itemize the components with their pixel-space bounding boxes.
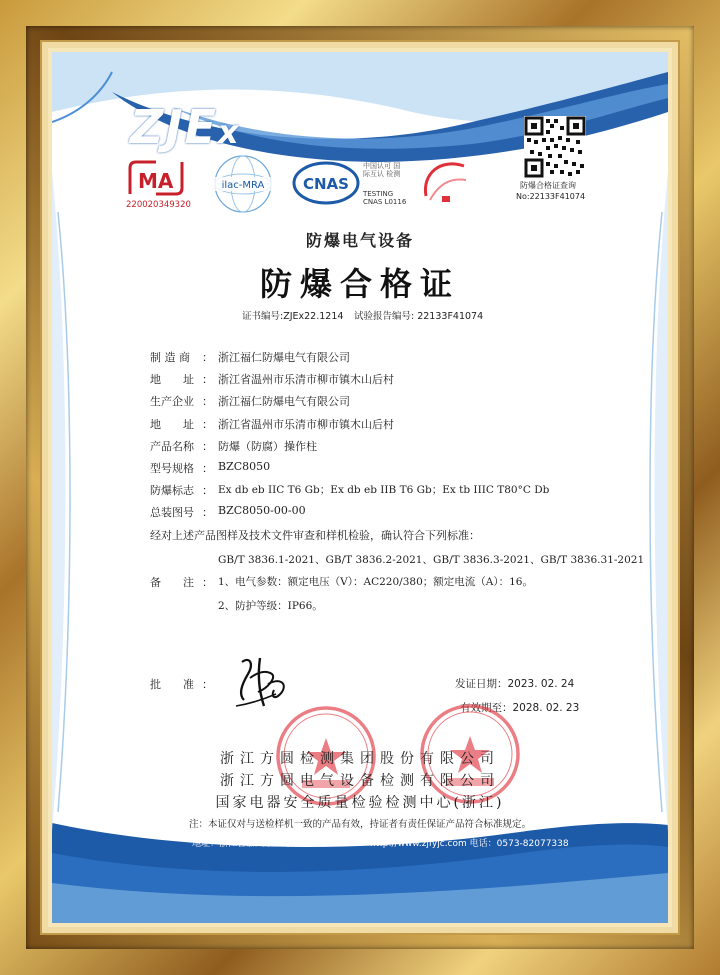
footnote: 注：本证仅对与送检样机一致的产品有效，持证者有责任保证产品符合标准规定。 <box>188 819 531 830</box>
svg-text:MA: MA <box>138 169 174 193</box>
standards-list: GB/T 3836.1-2021、GB/T 3836.2-2021、GB/T 3836.3-2021、GB/T 3836.31-2021 <box>218 554 645 566</box>
qr-number: No:22133F41074 <box>516 192 586 201</box>
field-value: Ex db eb IIC T6 Gb；Ex db eb IIB T6 Gb；Ex tb IIIC T80°C Db <box>218 484 550 496</box>
field-value: 浙江福仁防爆电气有限公司 <box>218 351 350 364</box>
certificate-category: 防爆电气设备 <box>305 231 414 250</box>
field-label: 生产企业 <box>150 395 194 408</box>
field-colon: ： <box>202 395 213 408</box>
approval-label: 批 准 <box>150 678 194 691</box>
field-colon: ： <box>202 506 213 519</box>
field-value: 防爆（防腐）操作柱 <box>218 440 317 453</box>
contact-address: 地址：浙江省嘉兴市广穹路400号 <box>192 839 327 849</box>
qr-code-icon <box>524 116 586 178</box>
ilac-mra-logo-icon <box>212 153 274 215</box>
cma-number: 220020349320 <box>126 200 191 210</box>
contact-website: http://www.zjfyjc.com 电话：0573-82077338 <box>370 839 569 849</box>
field-label: 总装图号 <box>150 506 194 519</box>
svg-text:CNAS: CNAS <box>303 175 349 193</box>
field-value: 浙江省温州市乐清市柳市镇木山后村 <box>218 418 394 431</box>
cma-logo-icon <box>126 158 186 198</box>
field-value: BZC8050 <box>218 460 271 473</box>
ex-swoosh-logo-icon <box>420 156 470 206</box>
certificate-number: 证书编号:ZJEx22.1214 <box>242 311 344 322</box>
field-label: 防爆标志 <box>150 484 194 497</box>
field-colon: ： <box>202 440 213 453</box>
cnas-chinese-text: 中国认可 国际互认 检测 <box>363 162 401 178</box>
issue-date: 发证日期：2023. 02. 24 <box>455 678 575 690</box>
notes-colon: ： <box>202 576 213 589</box>
field-colon: ： <box>202 418 213 431</box>
field-colon: ： <box>202 462 213 475</box>
field-value: BZC8050-00-00 <box>218 504 306 517</box>
field-colon: ： <box>202 484 213 497</box>
certificate-paper <box>52 52 668 923</box>
qr-caption: 防爆合格证查询 <box>520 181 576 190</box>
field-colon: ： <box>202 373 213 386</box>
note-item-2: 2、防护等级：IP66。 <box>218 600 323 612</box>
notes-label: 备 注 <box>150 576 194 589</box>
compliance-statement: 经对上述产品图样及技术文件审查和样机检验，确认符合下列标准： <box>150 529 480 542</box>
field-value: 浙江福仁防爆电气有限公司 <box>218 395 350 408</box>
field-label: 产品名称 <box>150 440 194 453</box>
organization-1: 浙江方圆检测集团股份有限公司 <box>220 751 500 767</box>
report-number: 试验报告编号: 22133F41074 <box>354 311 484 322</box>
valid-until-date: 有效期至：2028. 02. 23 <box>460 702 580 714</box>
field-colon: ： <box>202 351 213 364</box>
approval-colon: ： <box>202 678 213 691</box>
organization-2: 浙江方圆电气设备检测有限公司 <box>220 773 500 789</box>
cnas-logo-icon <box>292 160 360 206</box>
field-value: 浙江省温州市乐清市柳市镇木山后村 <box>218 373 394 386</box>
field-label: 型号规格 <box>150 462 194 475</box>
cnas-code: TESTING CNAS L0116 <box>363 190 407 206</box>
field-label: 地 址 <box>150 418 194 431</box>
organization-3: 国家电器安全质量检验检测中心(浙江) <box>215 795 505 811</box>
svg-text:ilac-MRA: ilac-MRA <box>221 180 265 191</box>
field-label: 地 址 <box>150 373 194 386</box>
certificate-title: 防爆合格证 <box>259 265 460 303</box>
zjex-brand: ZJEx <box>130 100 241 154</box>
field-label: 制 造 商 <box>150 351 190 364</box>
note-item-1: 1、电气参数：额定电压（V）：AC220/380；额定电流（A）：16。 <box>218 576 533 588</box>
